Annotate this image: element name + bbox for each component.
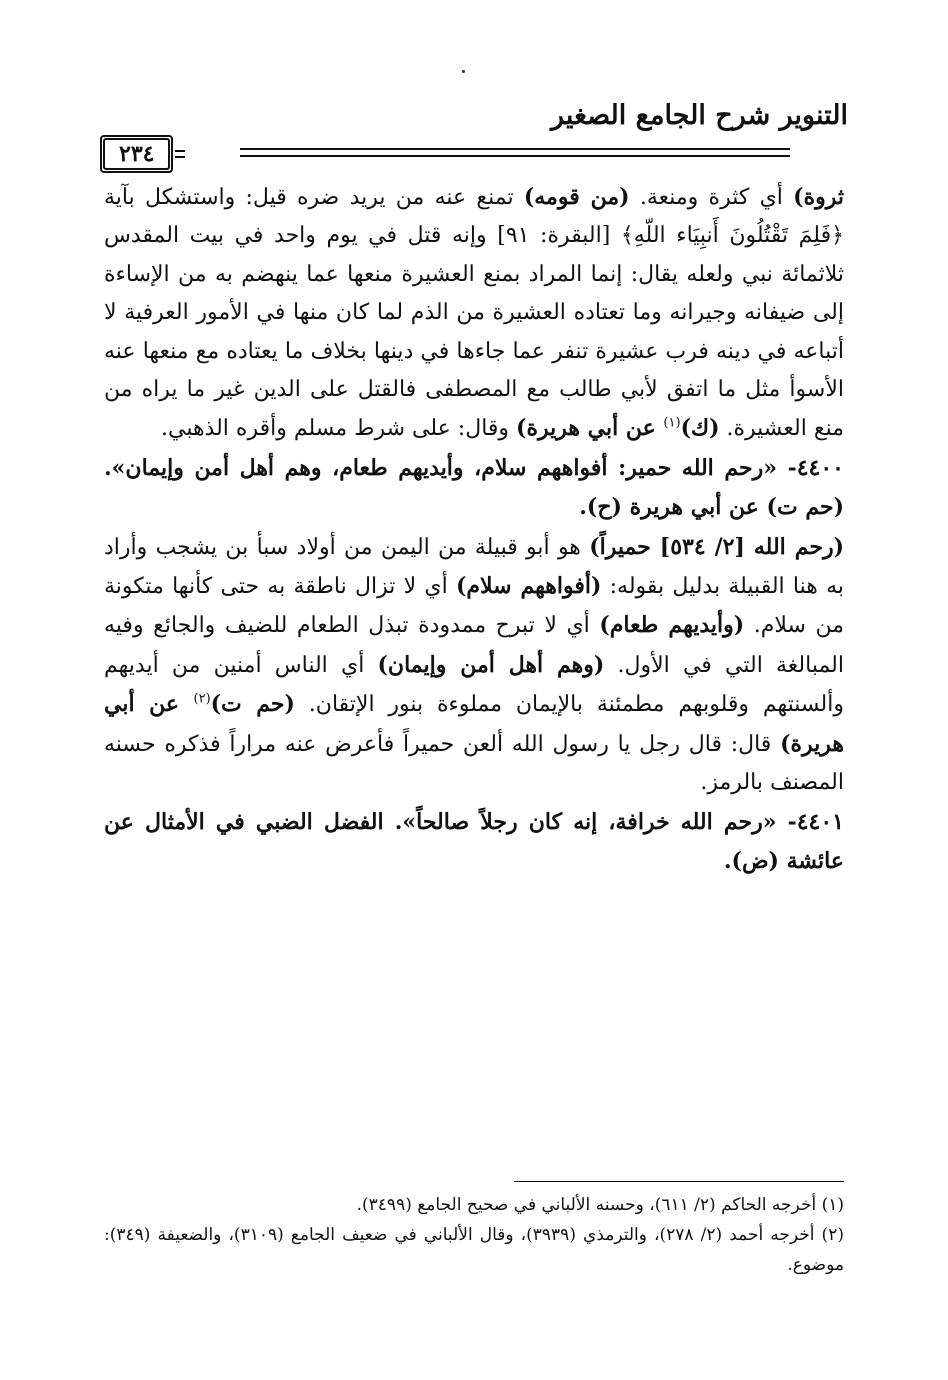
hadith-4400 bbox=[104, 449, 844, 528]
hadith-text: ٤٤٠٠- «رحم الله حمير: أفواههم سلام، وأيديهم طعام، وهم أهل أمن وإيمان». (حم ت) عن أبي هريرة (ح). bbox=[104, 454, 844, 521]
hadith-4401 bbox=[104, 803, 844, 882]
bold-phrase: (من قومه) bbox=[523, 184, 630, 210]
bold-phrase: (حم ت) bbox=[210, 691, 295, 718]
running-title: التنوير شرح الجامع الصغير bbox=[551, 100, 848, 131]
text-run: أي كثرة ومنعة. bbox=[629, 185, 794, 210]
bold-phrase: (وهم أهل أمن وإيمان) bbox=[377, 651, 605, 678]
bold-phrase: عن أبي هريرة) bbox=[516, 415, 664, 442]
paragraph-1 bbox=[104, 178, 844, 449]
footnote-2: (٢) أخرجه أحمد (٢/ ٢٧٨)، والترمذي (٣٩٣٩)، وقال الألباني في ضعيف الجامع (٣١٠٩)، والضعيفة (٣٤٩): موضوع. bbox=[104, 1225, 844, 1275]
page-number-frame bbox=[100, 135, 173, 173]
paragraph-3 bbox=[104, 528, 844, 803]
bold-phrase: عن أبي هريرة) bbox=[104, 691, 844, 757]
footnote-ref-2[interactable]: (٢) bbox=[193, 691, 211, 707]
text-run: قال: قال رجل يا رسول الله ألعن حميراً فأعرض عنه مراراً فذكره حسنه المصنف بالرمز. bbox=[104, 731, 844, 796]
text-run: تمنع عنه من يريد ضره قيل: واستشكل بآية ﴿فَلِمَ تَقْتُلُونَ أَنبِيَاء اللّهِ﴾ [البقرة: ٩١] وإنه قتل في يوم واحد في بيت المقدس ثلاثمائة نبي ولعله يقال: إنما المراد بمنع العشيرة منعها عما ينهضم به من الإساءة إلى ضيفانه وجيرانه وما تعتاده العشيرة من الذم لما كان منها في الأمور العرفية لا أتباعه في دينه فرب عشيرة تنفر عما جاءها في دينها بخلاف ما يعتاده مع منعها عنه الأسوأ مثل ما اتفق لأبي طالب مع المصطفى فالقتل على الدين غير ما يراه من منع العشيرة. bbox=[104, 185, 844, 442]
bold-phrase: (ك) bbox=[680, 415, 720, 442]
text-run: وقال: على شرط مسلم وأقره الذهبي. bbox=[160, 416, 517, 442]
page-number: ٢٣٤ bbox=[103, 138, 170, 170]
footnote-1: (١) أخرجه الحاكم (٢/ ٦١١)، وحسنه الألباني في صحيح الجامع (٣٤٩٩). bbox=[356, 1195, 844, 1215]
bold-phrase: (رحم الله [٢/ ٥٣٤] حميراً) bbox=[589, 533, 844, 560]
footnote-separator bbox=[514, 1181, 844, 1182]
main-text bbox=[104, 178, 844, 881]
text-run: هو أبو قبيلة من اليمن من أولاد سبأ بن يشجب وأراد به هنا القبيلة بدليل بقوله: bbox=[104, 534, 844, 600]
footnote-ref-1[interactable]: (١) bbox=[663, 416, 681, 432]
page-number-box bbox=[100, 136, 230, 172]
bold-phrase: (أفواههم سلام) bbox=[455, 573, 602, 600]
text-run: أي الناس أمنين من أيديهم وألسنتهم وقلوبهم مطمئنة بالإيمان مملوءة بنور الإتقان. bbox=[104, 652, 844, 718]
footnotes bbox=[104, 1190, 844, 1280]
bold-phrase: (وأيديهم طعام) bbox=[599, 612, 745, 639]
text-run: أي لا تزال ناطقة به حتى كأنها متكونة من سلام. bbox=[104, 574, 844, 639]
scan-dot bbox=[462, 70, 465, 73]
hadith-text: ٤٤٠١- «رحم الله خرافة، إنه كان رجلاً صالحاً». الفضل الضبي في الأمثال عن عائشة (ض). bbox=[104, 808, 844, 874]
text-run: أي لا تبرح ممدودة تبذل الطعام للضيف والجائع وفيه المبالغة التي في الأول. bbox=[104, 613, 844, 678]
page-number-bar bbox=[175, 150, 185, 158]
bold-phrase: ثروة) bbox=[793, 184, 844, 210]
